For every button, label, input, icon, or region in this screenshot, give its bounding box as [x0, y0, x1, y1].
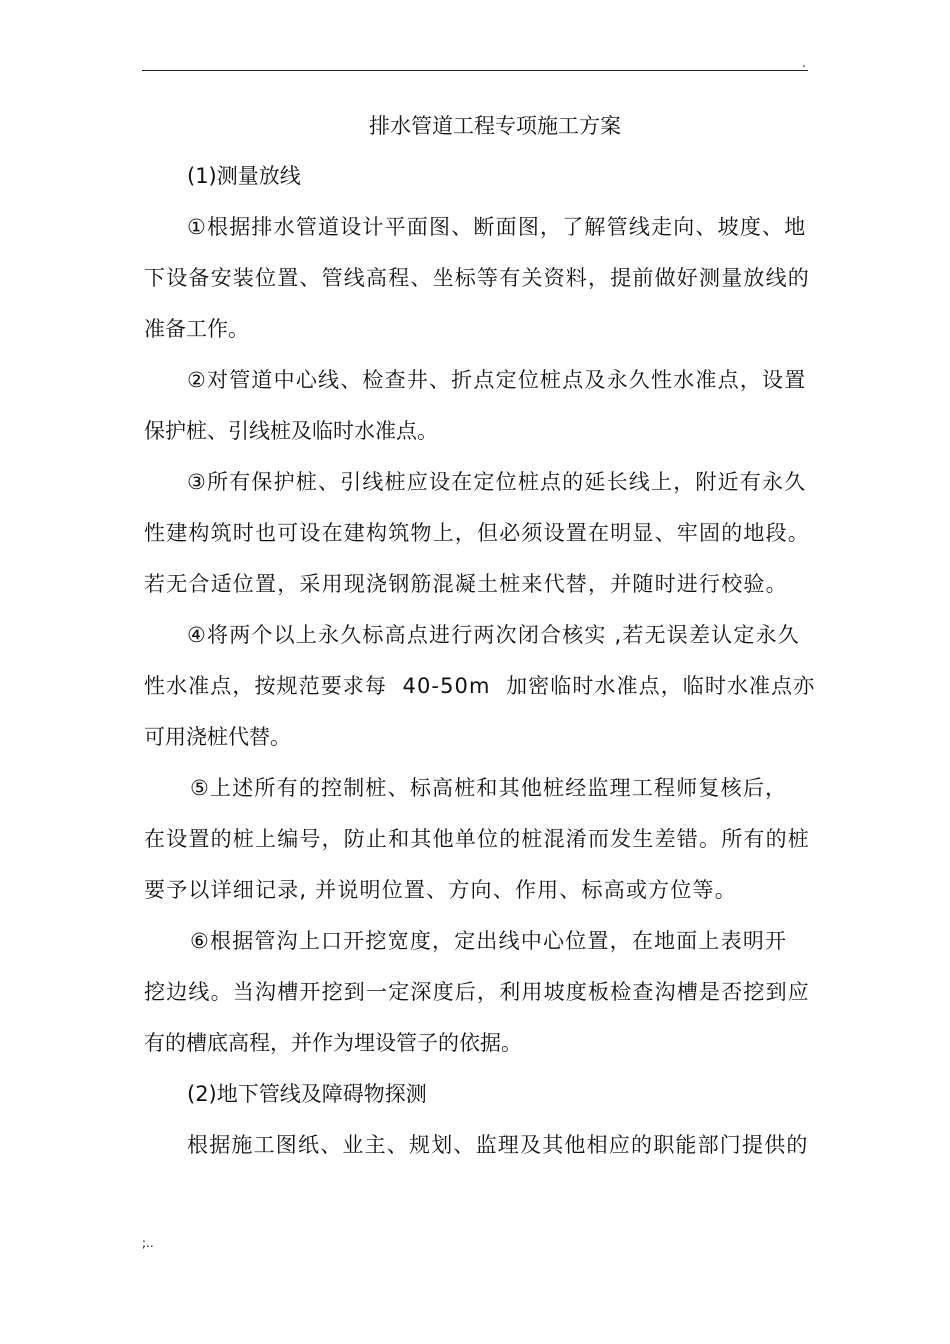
- paragraph-line: ④将两个以上永久标高点进行两次闭合核实 ,若无误差认定永久: [187, 623, 800, 647]
- section-heading-2: (2)地下管线及障碍物探测: [187, 1082, 427, 1106]
- header-rule: [142, 70, 808, 71]
- paragraph-line: 要予以详细记录, 并说明位置、方向、作用、标高或方位等。: [144, 878, 737, 902]
- paragraph-line: 在设置的桩上编号，防止和其他单位的桩混淆而发生差错。所有的桩: [144, 827, 810, 851]
- paragraph-line: 性建构筑时也可设在建构筑物上，但必须设置在明显、牢固的地段。: [144, 521, 810, 545]
- paragraph-line: ①根据排水管道设计平面图、断面图，了解管线走向、坡度、地: [187, 215, 807, 239]
- paragraph-line: 下设备安装位置、管线高程、坐标等有关资料，提前做好测量放线的: [144, 266, 810, 290]
- footer-mark: ;..: [142, 1236, 154, 1250]
- paragraph-line: ⑤上述所有的控制桩、标高桩和其他桩经监理工程师复核后，: [190, 776, 788, 800]
- paragraph-line: 挖边线。当沟槽开挖到一定深度后，利用坡度板检查沟槽是否挖到应: [144, 980, 810, 1004]
- paragraph-line: ③所有保护桩、引线桩应设在定位桩点的延长线上，附近有永久: [187, 470, 807, 494]
- paragraph-line: ②对管道中心线、检查井、折点定位桩点及永久性水准点，设置: [187, 368, 807, 392]
- paragraph-line: 性水准点，按规范要求每 40-50m 加密临时水准点，临时水准点亦: [144, 674, 816, 698]
- section-heading-1: (1)测量放线: [187, 164, 301, 188]
- paragraph-line: 可用浇桩代替。: [144, 725, 291, 749]
- header-mark: .: [802, 56, 806, 70]
- paragraph-line: 准备工作。: [144, 317, 249, 341]
- paragraph-line: 有的槽底高程，并作为埋设管子的依据。: [144, 1031, 522, 1055]
- paragraph-line: ⑥根据管沟上口开挖宽度，定出线中心位置，在地面上表明开: [190, 929, 788, 953]
- paragraph-line: 若无合适位置，采用现浇钢筋混凝土桩来代替，并随时进行校验。: [144, 572, 788, 596]
- paragraph-line: 保护桩、引线桩及临时水准点。: [144, 419, 438, 443]
- document-title: 排水管道工程专项施工方案: [369, 114, 621, 138]
- paragraph-line: 根据施工图纸、业主、规划、监理及其他相应的职能部门提供的: [187, 1133, 809, 1157]
